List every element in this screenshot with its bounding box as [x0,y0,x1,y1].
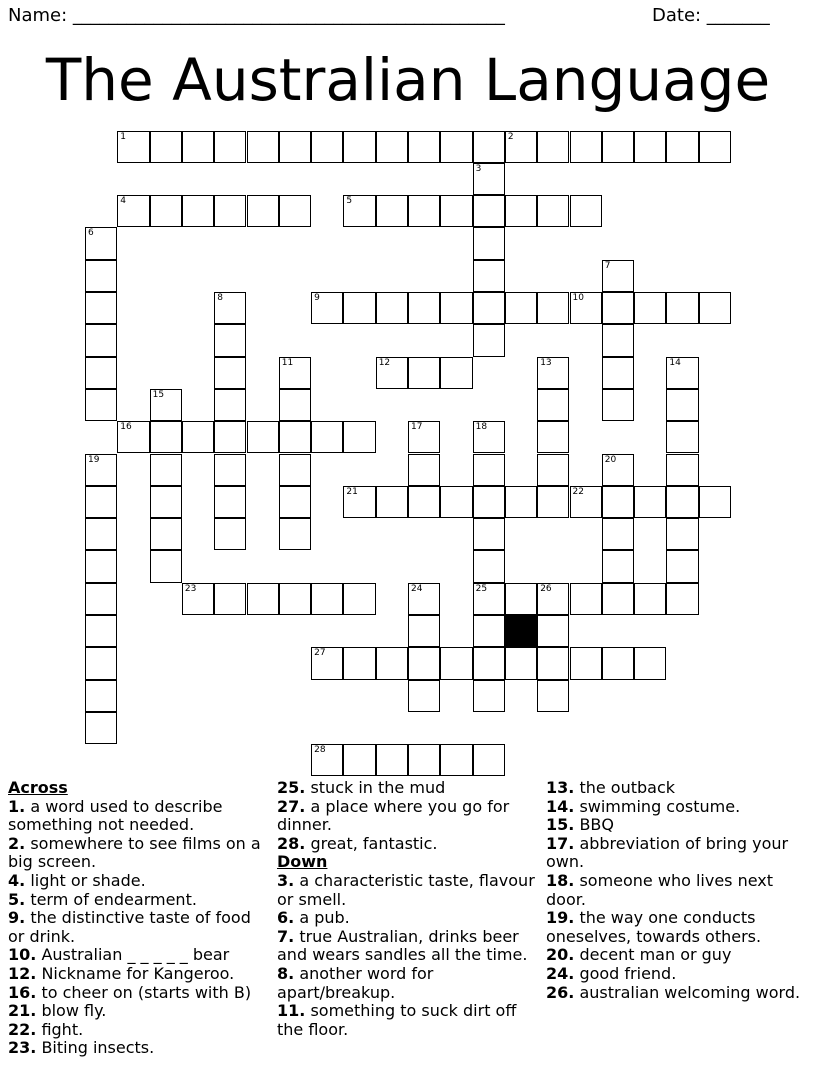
down-clue [546,946,808,965]
grid-cell[interactable] [505,583,537,615]
grid-cell[interactable] [602,647,634,679]
grid-cell[interactable] [182,195,214,227]
grid-cell[interactable] [666,454,698,486]
grid-cell[interactable] [343,292,375,324]
across-clue [8,1039,270,1058]
grid-cell[interactable] [440,744,472,776]
grid-cell[interactable] [570,131,602,163]
grid-cell[interactable] [150,518,182,550]
grid-cell[interactable] [150,454,182,486]
down-clue [546,798,808,817]
grid-cell[interactable] [473,421,505,453]
clue-text: somewhere to see films on a big screen. [8,833,261,872]
grid-cell[interactable] [570,647,602,679]
grid-cell[interactable] [311,131,343,163]
grid-cell[interactable] [376,744,408,776]
grid-cell[interactable] [376,647,408,679]
grid-cell[interactable] [537,680,569,712]
cell-number: 4 [120,196,127,207]
grid-cell[interactable] [570,195,602,227]
cell-number: 11 [281,357,294,368]
grid-cell[interactable] [537,454,569,486]
clue-text: a place where you go for dinner. [277,796,510,835]
clue-text: a characteristic taste, flavour or smell. [277,870,535,909]
grid-cell[interactable] [537,647,569,679]
grid-cell[interactable] [182,583,214,615]
grid-cell[interactable] [602,292,634,324]
grid-cell[interactable] [408,680,440,712]
grid-cell[interactable] [214,195,246,227]
cell-number: 7 [604,260,611,271]
grid-cell[interactable] [408,292,440,324]
grid-cell[interactable] [473,292,505,324]
clue-number: 28. [277,833,306,853]
down-clue [277,965,539,1002]
grid-cell[interactable] [343,647,375,679]
grid-cell[interactable] [602,131,634,163]
cell-number: 6 [88,228,94,239]
across-clue [8,872,270,891]
clue-text: light or shade. [30,870,146,890]
grid-cell[interactable] [505,292,537,324]
grid-cell[interactable] [602,357,634,389]
grid-cell[interactable] [247,195,279,227]
grid-cell[interactable] [602,389,634,421]
clue-text: abbreviation of bring your own. [546,833,789,872]
cell-number: 18 [475,422,488,433]
clue-number: 22. [8,1019,37,1039]
grid-cell[interactable] [537,195,569,227]
clues-column-3 [546,779,808,1002]
grid-cell[interactable] [376,486,408,518]
grid-cell[interactable] [408,583,440,615]
grid-cell[interactable] [473,583,505,615]
clue-number: 3. [277,870,295,890]
clue-number: 26. [546,982,575,1002]
grid-cell[interactable] [666,486,698,518]
grid-cell[interactable] [85,518,117,550]
grid-cell[interactable] [85,615,117,647]
clue-text: the outback [579,778,676,797]
cell-number: 22 [572,486,584,497]
cell-number: 25 [475,583,488,594]
grid-cell[interactable] [666,518,698,550]
grid-cell[interactable] [473,131,505,163]
grid-cell[interactable] [85,260,117,292]
grid-cell[interactable] [634,583,666,615]
clue-number: 20. [546,945,575,965]
grid-cell[interactable] [537,421,569,453]
clue-number: 21. [8,1001,37,1021]
cell-number: 27 [314,648,326,659]
grid-cell[interactable] [408,195,440,227]
clue-text: blow fly. [41,1001,107,1021]
grid-cell[interactable] [537,357,569,389]
cell-number: 5 [346,196,353,207]
clues-column-1 [8,779,270,1058]
grid-cell[interactable] [440,357,472,389]
clue-text: BBQ [579,815,614,835]
clue-text: to cheer on (starts with B) [41,982,252,1002]
grid-cell[interactable] [214,324,246,356]
grid-cell[interactable] [279,131,311,163]
clue-text: swimming costume. [579,796,741,816]
grid-cell[interactable] [666,421,698,453]
grid-cell[interactable] [408,486,440,518]
grid-cell[interactable] [376,131,408,163]
grid-cell[interactable] [85,389,117,421]
cell-number: 19 [88,454,100,465]
grid-cell[interactable] [214,454,246,486]
grid-cell[interactable] [440,486,472,518]
grid-cell[interactable] [247,421,279,453]
cell-number: 8 [217,293,223,303]
grid-cell[interactable] [473,195,505,227]
clue-text: fight. [41,1019,84,1039]
grid-cell[interactable] [214,486,246,518]
clue-number: 24. [546,963,575,983]
across-clue [8,891,270,910]
down-clue [546,835,808,872]
grid-cell[interactable] [440,195,472,227]
clue-number: 13. [546,778,575,797]
grid-cell[interactable] [570,486,602,518]
clue-text: term of endearment. [30,889,197,909]
grid-cell[interactable] [634,486,666,518]
cell-number: 23 [184,583,197,594]
grid-cell[interactable] [214,389,246,421]
cell-number: 24 [411,583,423,594]
grid-cell[interactable] [537,131,569,163]
name-field: Name: ________________________________________________ [8,5,505,26]
cell-number: 15 [152,389,165,400]
grid-cell[interactable] [279,389,311,421]
grid-cell[interactable] [85,227,117,259]
cell-number: 26 [540,583,552,594]
grid-cell[interactable] [666,389,698,421]
cell-number: 12 [378,357,391,368]
clue-text: Biting insects. [41,1038,155,1058]
grid-cell[interactable] [311,292,343,324]
grid-cell[interactable] [182,421,214,453]
grid-cell[interactable] [117,131,149,163]
grid-cell[interactable] [537,486,569,518]
grid-cell[interactable] [440,292,472,324]
grid-cell[interactable] [311,583,343,615]
grid-cell[interactable] [85,292,117,324]
grid-cell[interactable] [279,454,311,486]
clue-number: 4. [8,870,26,890]
grid-cell[interactable] [279,583,311,615]
clue-text: the way one conducts oneselves, towards others. [546,908,762,946]
grid-cell[interactable] [602,260,634,292]
grid-cell[interactable] [343,195,375,227]
grid-cell[interactable] [408,454,440,486]
down-clue [546,779,808,798]
clues-column-2 [277,779,539,1039]
page-title: The Australian Language [45,46,771,114]
clue-number: 7. [277,926,295,946]
grid-cell[interactable] [440,131,472,163]
clue-number: 17. [546,833,575,853]
grid-cell[interactable] [408,647,440,679]
grid-cell[interactable] [85,550,117,582]
grid-cell[interactable] [408,744,440,776]
across-clue [8,798,270,835]
clue-text: a pub. [299,908,350,928]
across-clue [8,835,270,872]
down-clue [546,965,808,984]
grid-cell[interactable] [214,131,246,163]
grid-cell[interactable] [376,292,408,324]
grid-cell[interactable] [537,615,569,647]
grid-cell[interactable] [85,357,117,389]
across-clue [8,1021,270,1040]
grid-cell[interactable] [182,131,214,163]
grid-cell[interactable] [343,744,375,776]
grid-cell[interactable] [570,583,602,615]
clue-number: 12. [8,963,37,983]
grid-cell[interactable] [85,324,117,356]
grid-cell[interactable] [85,647,117,679]
clue-number: 5. [8,889,26,909]
grid-cell[interactable] [473,647,505,679]
cell-number: 13 [540,357,552,368]
grid-cell[interactable] [343,486,375,518]
grid-cell[interactable] [408,131,440,163]
cell-number: 20 [604,454,617,465]
down-clue [546,816,808,835]
down-clue [277,909,539,928]
cell-number: 2 [507,131,514,142]
grid-cell[interactable] [473,615,505,647]
clue-number: 19. [546,908,575,928]
across-clue [277,779,539,798]
across-clue [8,965,270,984]
grid-cell[interactable] [150,131,182,163]
grid-cell[interactable] [117,195,149,227]
clue-number: 1. [8,796,26,816]
grid-cell[interactable] [214,583,246,615]
grid-cell[interactable] [666,292,698,324]
grid-cell[interactable] [473,518,505,550]
grid-cell[interactable] [408,357,440,389]
clue-section-heading: Across [8,778,68,797]
down-clue [277,928,539,965]
clue-number: 8. [277,963,295,983]
grid-cell[interactable] [279,357,311,389]
grid-cell[interactable] [85,583,117,615]
grid-cell[interactable] [505,131,537,163]
across-clue [8,1002,270,1021]
cell-number: 16 [120,422,132,433]
clue-number: 6. [277,908,295,928]
clue-number: 9. [8,908,26,928]
grid-cell[interactable] [408,615,440,647]
grid-cell[interactable] [666,131,698,163]
clue-number: 23. [8,1038,37,1058]
clue-number: 16. [8,982,37,1002]
clue-text: a word used to describe something not needed. [8,796,223,835]
grid-cell[interactable] [279,518,311,550]
grid-cell[interactable] [634,292,666,324]
grid-cell[interactable] [473,680,505,712]
grid-cell[interactable] [311,647,343,679]
date-field: Date: _______ [652,5,770,26]
grid-cell[interactable] [247,583,279,615]
grid-cell[interactable] [634,647,666,679]
cell-number: 1 [120,131,127,142]
clue-number: 2. [8,833,26,853]
grid-cell[interactable] [473,486,505,518]
grid-cell[interactable] [279,195,311,227]
grid-cell[interactable] [311,421,343,453]
grid-cell[interactable] [602,550,634,582]
grid-cell[interactable] [343,421,375,453]
grid-cell[interactable] [85,454,117,486]
grid-cell[interactable] [214,518,246,550]
grid-cell[interactable] [408,421,440,453]
clue-text: the distinctive taste of food or drink. [8,908,251,946]
cell-number: 9 [314,293,320,303]
grid-cell[interactable] [311,744,343,776]
cell-number: 10 [572,293,584,303]
grid-cell[interactable] [150,389,182,421]
grid-cell[interactable] [150,421,182,453]
grid-cell[interactable] [505,195,537,227]
clue-number: 14. [546,796,575,816]
clue-text: great, fantastic. [310,833,438,853]
grid-cell[interactable] [214,357,246,389]
grid-cell[interactable] [279,421,311,453]
grid-cell[interactable] [85,486,117,518]
cell-number: 14 [669,357,681,368]
grid-cell[interactable] [505,486,537,518]
clue-text: true Australian, drinks beer and wears sandles all the time. [277,926,528,965]
clue-text: another word for apart/breakup. [277,963,434,1002]
down-clue [277,872,539,909]
grid-cell[interactable] [214,421,246,453]
across-clue [8,984,270,1003]
grid-cell[interactable] [634,131,666,163]
clue-text: someone who lives next door. [546,870,774,909]
grid-cell[interactable] [473,260,505,292]
across-clue [8,946,270,965]
clue-text: stuck in the mud [310,778,446,797]
grid-cell[interactable] [602,583,634,615]
clue-text: australian welcoming word. [579,982,801,1002]
clue-number: 27. [277,796,306,816]
grid-cell[interactable] [473,163,505,195]
grid-cell[interactable] [376,357,408,389]
grid-cell[interactable] [666,357,698,389]
grid-cell[interactable] [473,227,505,259]
grid-cell[interactable] [150,195,182,227]
grid-cell[interactable] [602,324,634,356]
grid-cell[interactable] [473,550,505,582]
grid-cell[interactable] [440,647,472,679]
grid-cell[interactable] [537,389,569,421]
grid-cell[interactable] [602,518,634,550]
grid-cell[interactable] [699,131,731,163]
grid-cell[interactable] [473,324,505,356]
grid-cell[interactable] [666,550,698,582]
grid-cell[interactable] [699,292,731,324]
grid-cell[interactable] [214,292,246,324]
clue-number: 25. [277,778,306,797]
grid-cell[interactable] [85,712,117,744]
clue-section-heading: Down [277,852,328,872]
grid-cell[interactable] [666,583,698,615]
grid-cell[interactable] [699,486,731,518]
down-clue [277,1002,539,1039]
clue-number: 18. [546,870,575,890]
clue-number: 11. [277,1001,306,1021]
clue-text: Nickname for Kangeroo. [41,963,235,983]
grid-cell[interactable] [247,131,279,163]
grid-cell[interactable] [343,583,375,615]
across-clue [8,909,270,946]
grid-cell[interactable] [570,292,602,324]
down-clue [546,872,808,909]
grid-cell[interactable] [343,131,375,163]
grid-cell[interactable] [602,486,634,518]
cell-number: 3 [475,163,482,174]
down-clue [546,984,808,1003]
grid-cell[interactable] [150,550,182,582]
grid-cell[interactable] [150,486,182,518]
cell-number: 17 [411,422,423,433]
grid-cell[interactable] [279,486,311,518]
grid-cell[interactable] [537,583,569,615]
grid-cell[interactable] [85,680,117,712]
clue-text: decent man or guy [579,945,732,965]
grid-cell[interactable] [505,647,537,679]
clue-text: something to suck dirt off the floor. [277,1001,517,1039]
grid-cell[interactable] [473,454,505,486]
clue-number: 15. [546,815,575,835]
clue-number: 10. [8,945,37,965]
grid-cell[interactable] [602,454,634,486]
cell-number: 28 [314,745,326,756]
across-clue [277,798,539,835]
across-clue [277,835,539,854]
clue-text: good friend. [579,963,677,983]
clue-text: Australian _ _ _ _ _ bear [41,945,230,965]
grid-cell[interactable] [376,195,408,227]
grid-cell[interactable] [473,744,505,776]
cell-number: 21 [346,486,358,497]
down-clue [546,909,808,946]
grid-cell[interactable] [117,421,149,453]
black-square [505,615,537,647]
grid-cell[interactable] [537,292,569,324]
